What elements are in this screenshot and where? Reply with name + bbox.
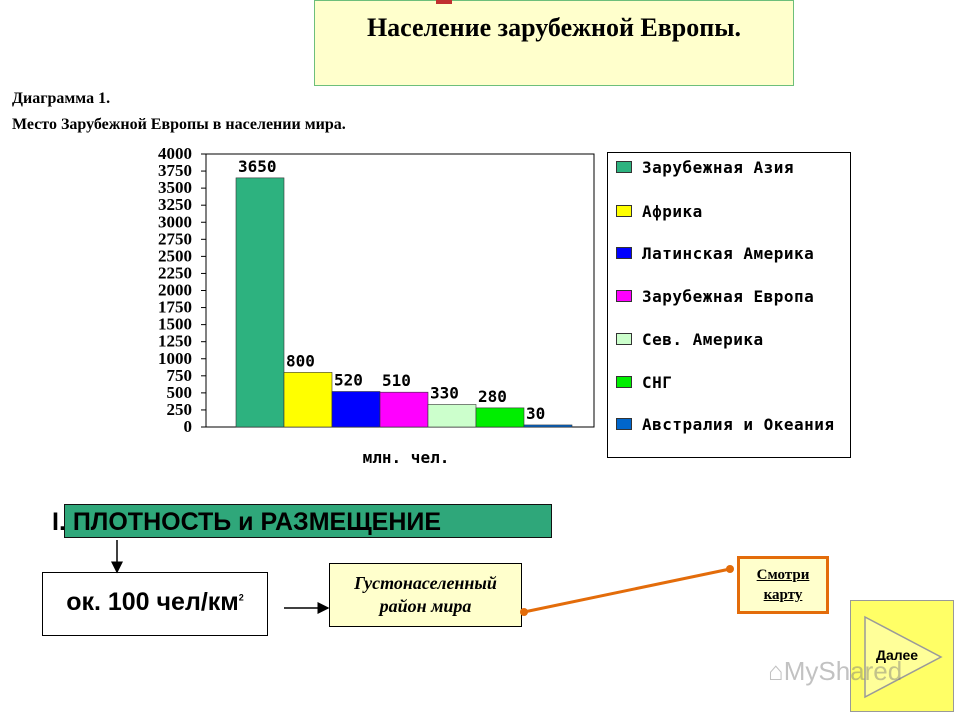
legend-label: Австралия и Океания xyxy=(642,415,835,434)
dense-region-line2: район мира xyxy=(379,596,472,616)
next-button-label[interactable]: Далее xyxy=(876,647,919,663)
legend-swatch xyxy=(616,333,632,345)
y-tick-label: 0 xyxy=(183,417,192,436)
arrow-end-dot-right xyxy=(726,565,734,573)
section-heading: I. ПЛОТНОСТЬ и РАЗМЕЩЕНИЕ xyxy=(52,508,442,536)
dense-region-box xyxy=(329,563,522,627)
arrow-region-to-map xyxy=(524,569,730,612)
density-superscript: 2 xyxy=(238,592,244,603)
y-tick-label: 3000 xyxy=(158,212,192,232)
bar xyxy=(284,372,332,427)
bar xyxy=(476,408,524,427)
y-tick-label: 2000 xyxy=(158,280,192,300)
y-tick-label: 3750 xyxy=(158,161,192,181)
bar xyxy=(428,404,476,427)
y-tick-label: 2250 xyxy=(158,263,192,283)
watermark-icon: ⌂ xyxy=(768,656,784,686)
legend-label: Зарубежная Европа xyxy=(642,287,815,306)
diagram-caption: Место Зарубежной Европы в населении мира. xyxy=(12,116,346,133)
legend-label: СНГ xyxy=(642,373,673,392)
bar xyxy=(524,425,572,427)
y-tick-label: 3250 xyxy=(158,195,192,215)
watermark-logo xyxy=(768,656,902,687)
bar-value-label: 330 xyxy=(430,383,459,403)
legend-swatch xyxy=(616,161,632,173)
y-tick-label: 1750 xyxy=(158,297,192,317)
y-tick-label: 3500 xyxy=(158,178,192,198)
bar-value-label: 800 xyxy=(286,351,315,371)
view-map-line2: карту xyxy=(763,587,803,603)
y-tick-label: 2750 xyxy=(158,229,192,249)
y-tick-label: 1250 xyxy=(158,331,192,351)
bar xyxy=(332,392,380,427)
bar-value-label: 280 xyxy=(478,386,507,406)
x-axis-label: млн. чел. xyxy=(362,448,450,467)
title-decoration xyxy=(436,0,452,4)
y-tick-label: 4000 xyxy=(158,144,192,163)
bar xyxy=(236,178,284,427)
density-value xyxy=(43,588,267,617)
y-tick-label: 1000 xyxy=(158,348,192,368)
bar-value-label: 30 xyxy=(526,403,546,423)
density-text: ок. 100 чел/км xyxy=(66,588,239,616)
legend-swatch xyxy=(616,290,632,302)
dense-region-line1: Густонаселенный xyxy=(354,573,497,593)
legend-swatch xyxy=(616,418,632,430)
y-tick-label: 500 xyxy=(166,382,192,402)
bar-value-label: 520 xyxy=(334,370,363,390)
view-map-button[interactable] xyxy=(737,556,829,614)
page-title: Население зарубежной Европы. xyxy=(366,13,742,42)
y-tick-label: 1500 xyxy=(158,314,192,334)
view-map-line1: Смотри xyxy=(756,567,810,583)
legend-label: Африка xyxy=(642,202,703,221)
legend-label: Латинская Америка xyxy=(642,244,815,263)
bar-value-label: 3650 xyxy=(238,156,277,176)
watermark-text: MyShared xyxy=(783,656,903,686)
y-tick-label: 250 xyxy=(166,399,192,419)
density-box xyxy=(42,572,268,636)
legend-swatch xyxy=(616,376,632,388)
bar xyxy=(380,392,428,427)
legend-label: Сев. Америка xyxy=(642,330,764,349)
legend-swatch xyxy=(616,247,632,259)
bar-value-label: 510 xyxy=(382,371,411,391)
population-bar-chart xyxy=(0,140,600,470)
legend-swatch xyxy=(616,205,632,217)
y-tick-label: 750 xyxy=(166,365,192,385)
chart-legend xyxy=(607,152,851,458)
title-box xyxy=(314,0,794,86)
legend-label: Зарубежная Азия xyxy=(642,158,794,177)
diagram-number: Диаграмма 1. xyxy=(12,90,111,107)
y-tick-label: 2500 xyxy=(158,246,192,266)
